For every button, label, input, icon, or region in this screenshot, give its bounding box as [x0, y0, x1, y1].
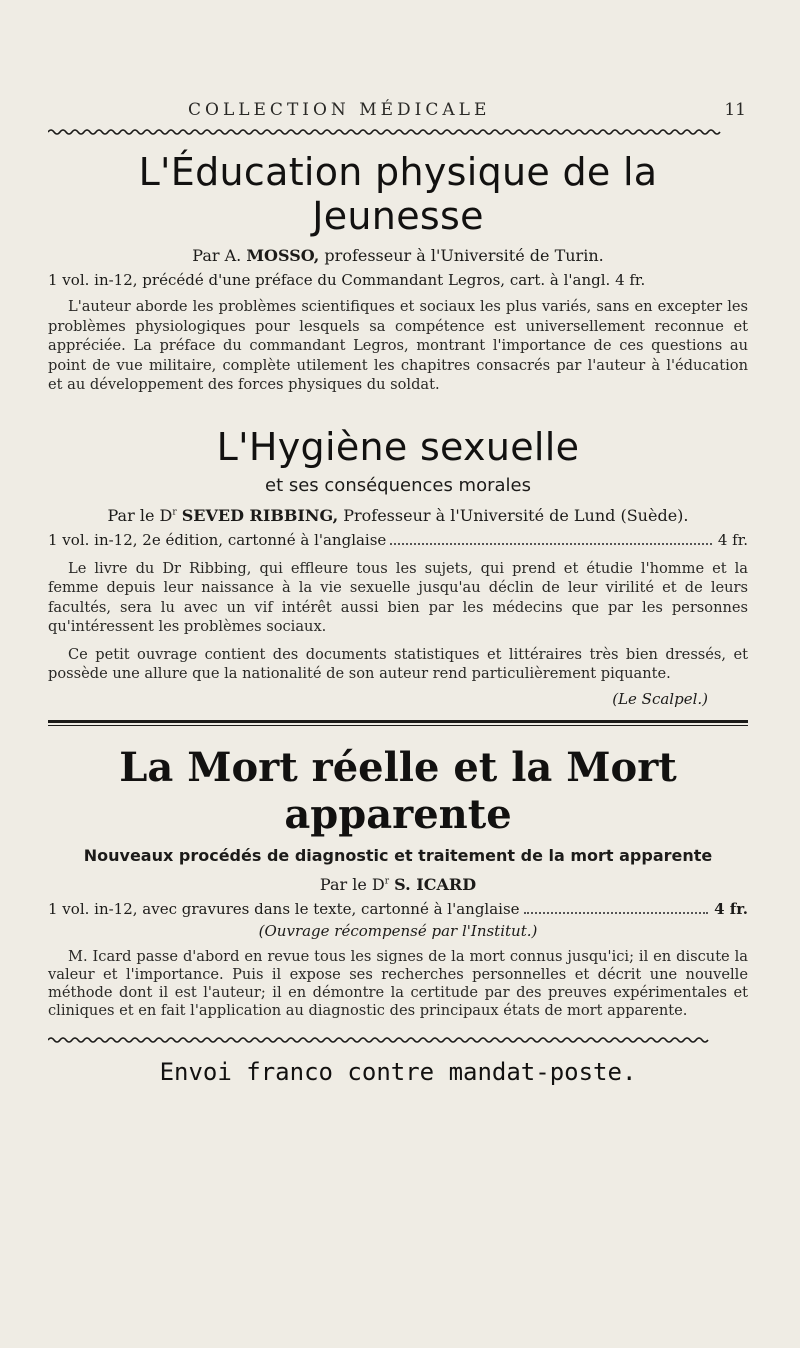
wavy-divider-bottom [48, 1036, 748, 1044]
book2-description-2: Ce petit ouvrage contient des documents statistiques et littéraires très bien dressés, et possède une allure que la nationalité de son auteur rend particulièrement piquante. [48, 645, 748, 682]
book3-description: M. Icard passe d'abord en revue tous les signes de la mort connus jusqu'ici; il en discute la valeur et l'importance. Puis il expose ses recherches personnelles et décrit une nouvelle méthode dont il est l'auteur; il en démontre la certitude par des preuves expérimentales et cliniques et en fait l'application au diagnostic des principaux états de mort apparente. [48, 947, 748, 1019]
book2-author-role: Professeur à l'Université de Lund (Suède). [343, 505, 689, 525]
running-title: COLLECTION MÉDICALE [188, 100, 491, 120]
book1-volume-line: 1 vol. in-12, précédé d'une préface du Commandant Legros, cart. à l'angl. 4 fr. [48, 271, 646, 289]
section-rule [48, 720, 748, 726]
book1-author: MOSSO, [246, 246, 320, 265]
leader-dots [524, 912, 709, 914]
book3-subtitle: Nouveaux procédés de diagnostic et traitement de la mort apparente [83, 845, 713, 865]
shipping-note: Envoi franco contre mandat-poste. [159, 1057, 637, 1086]
book2-subtitle: et ses conséquences morales [265, 474, 531, 496]
book2-description-1: Le livre du Dr Ribbing, qui effleure tous les sujets, qui prend et étudie l'homme et la femme depuis leur naissance à la vie sexuelle jusqu'au déclin de leur virilité et de leurs facultés, sera lu avec un vif intérêt aussi bien par les médecins que par les personnes qu'intéressent les problèmes sociaux. [48, 559, 748, 635]
book1-title: L'Éducation physique de la Jeunesse [138, 150, 658, 238]
book2-source: (Le Scalpel.) [612, 689, 708, 708]
wavy-divider-top [48, 128, 748, 136]
book3-award: (Ouvrage récompensé par l'Institut.) [258, 921, 538, 940]
book3-by-prefix: Par le D [319, 874, 385, 894]
book3-byline [48, 875, 748, 894]
book2-title: L'Hygiène sexuelle [216, 424, 580, 469]
book1-byline [48, 246, 748, 265]
page-number: 11 [724, 100, 746, 120]
book1-author-role: professeur à l'Université de Turin. [324, 246, 604, 265]
leader-dots [390, 543, 712, 545]
book3-price: 4 fr. [714, 899, 748, 918]
book3-volume-line [48, 900, 748, 918]
running-header [48, 100, 748, 124]
book3-author: S. ICARD [394, 874, 477, 894]
book2-volume-line [48, 531, 748, 549]
book3-volume-text: 1 vol. in-12, avec gravures dans le texte, cartonné à l'anglaise [48, 899, 520, 918]
book3-title: La Mort réelle et la Mort apparente [119, 743, 677, 838]
book2-price: 4 fr. [717, 530, 748, 549]
book2-volume-text: 1 vol. in-12, 2e édition, cartonné à l'anglaise [48, 530, 387, 549]
catalog-page [48, 100, 748, 1086]
book2-by-sup: r [172, 507, 177, 518]
book1-by-prefix: Par A. [192, 246, 242, 265]
book2-by-prefix: Par le D [107, 505, 173, 525]
book3-by-sup: r [384, 876, 390, 887]
book1-description: L'auteur aborde les problèmes scientifiques et sociaux les plus variés, sans en excepter les problèmes physiologiques pour lesquels sa compétence est universellement reconnue et appréciée. La préface du commandant Legros, montrant l'importance de ces questions au point de vue militaire, complète utilement les chapitres consacrés par l'auteur à l'éducation et au développement des forces physiques du soldat. [48, 298, 748, 393]
book2-author: SEVED RIBBING, [181, 505, 339, 525]
book2-byline [48, 506, 748, 525]
